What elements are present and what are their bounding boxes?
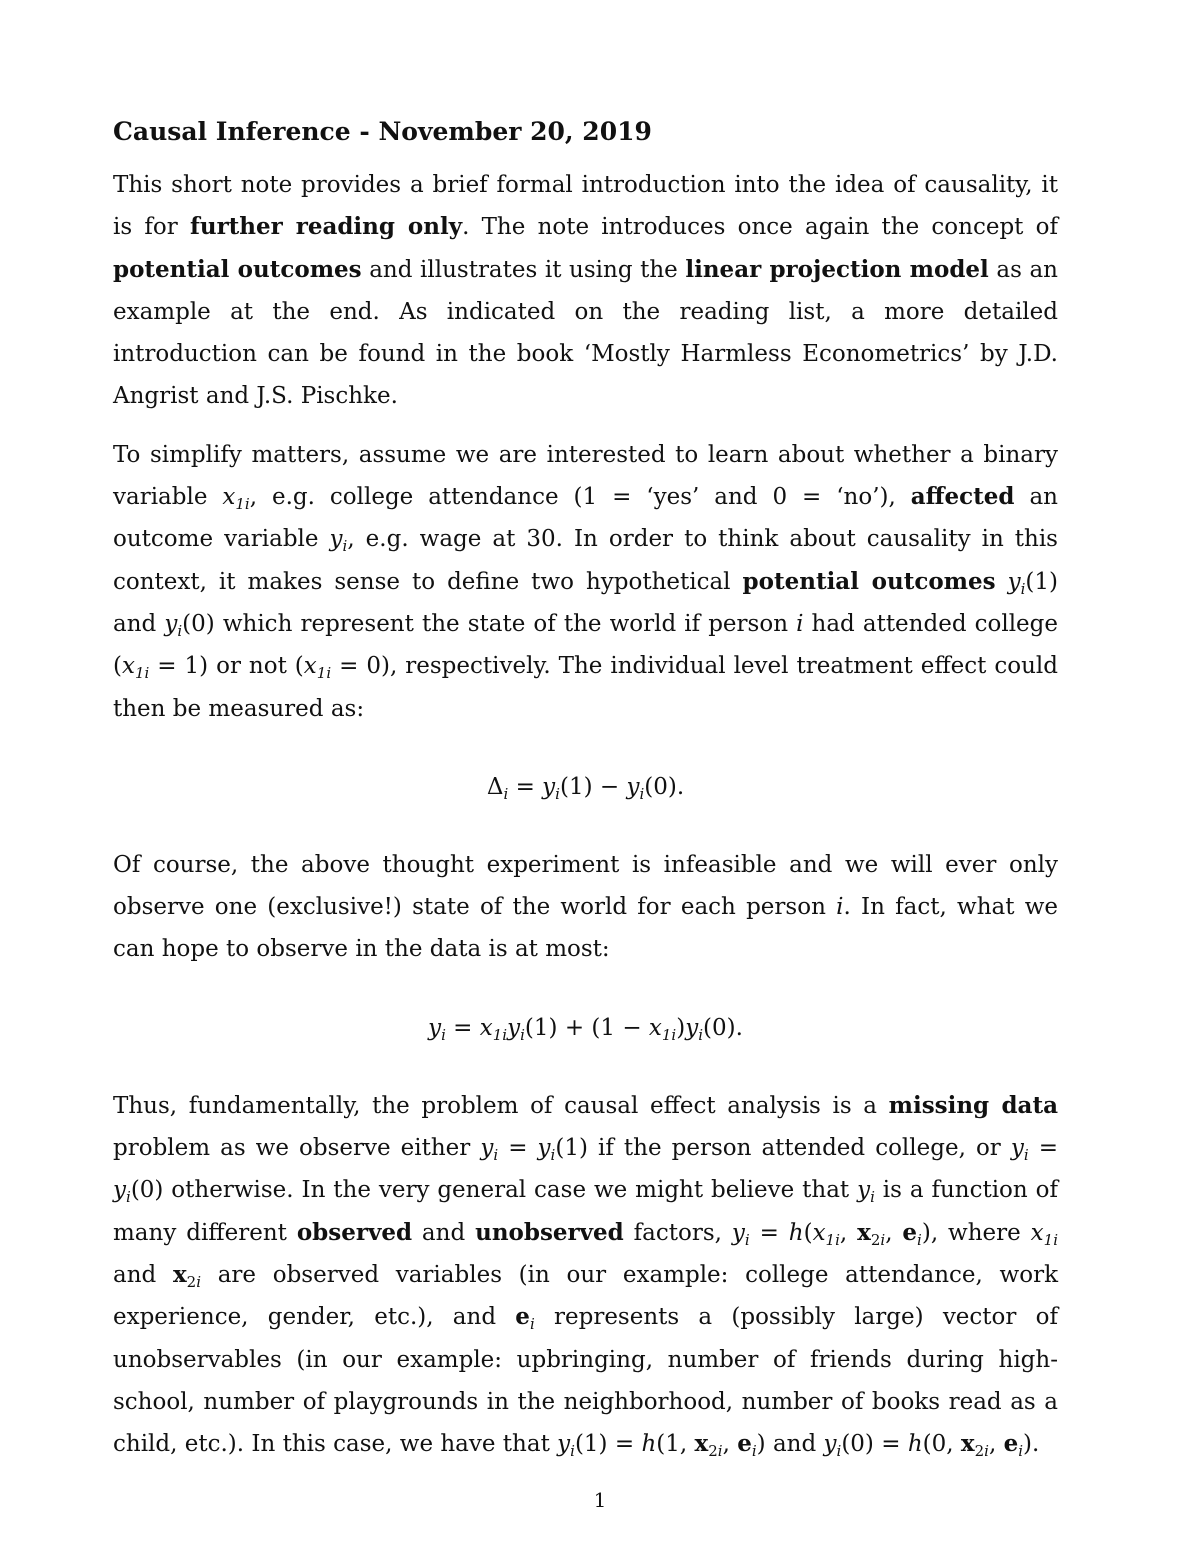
- missing-text-11: represents a (possibly large) vector of unobservables (in our example: upbringing, number of friends during high-school, number of playgrounds in the neighborhood, number of books read as a child, etc.). In this case, we have that: [113, 1304, 1058, 1458]
- math-yi0: $y_i(0)$: [164, 610, 215, 640]
- math-yi-eq-yi0: $y_i = y_i(0)$: [113, 1135, 1058, 1207]
- equation-observed-outcome: $y_i = x_{1i}y_i(1) + (1 - x_{1i})y_i(0)$.: [428, 1014, 743, 1044]
- page-content: [113, 112, 1058, 1465]
- missing-text-3: if the person attended college, or: [587, 1135, 1011, 1162]
- setup-bold-affected: affected: [910, 483, 1015, 511]
- page-number: 1: [593, 1488, 607, 1512]
- setup-bold-potential-outcomes: potential outcomes: [742, 567, 996, 595]
- missing-text-8: , where: [930, 1219, 1031, 1246]
- intro-text-2: . The note introduces once again the concept of: [462, 214, 1058, 241]
- math-x2i: $x_{2i}$: [172, 1260, 202, 1291]
- intro-bold-potential-outcomes: potential outcomes: [113, 255, 362, 283]
- setup-text-1: To simplify matters, assume we are interested to learn about whether a binary variable: [113, 441, 1058, 511]
- math-x1i-eq-0: $x_{1i} = 0$: [303, 653, 381, 683]
- intro-paragraph: [113, 164, 1058, 418]
- missing-text-1: Thus, fundamentally, the problem of causal effect analysis is a: [113, 1092, 889, 1119]
- missing-text-13: .: [1032, 1431, 1040, 1458]
- missing-text-10: are observed variables (in our example: college attendance, work experience, gender, etc.), and: [113, 1261, 1059, 1331]
- setup-paragraph: [113, 434, 1058, 730]
- math-x1i-observed: $x_{1i}$: [1030, 1219, 1058, 1249]
- missing-text-6: and: [412, 1219, 476, 1246]
- missing-text-7: factors,: [623, 1219, 732, 1246]
- setup-text-9: ), respectively. The individual level treatment effect could then be measured as:: [113, 653, 1059, 722]
- equation-treatment-effect: $\Delta_i = y_i(1) - y_i(0)$.: [486, 773, 685, 803]
- setup-text-3: an outcome variable: [113, 484, 1058, 553]
- missing-text-2: problem as we observe either: [113, 1135, 481, 1162]
- math-yi: $y_i$: [329, 526, 348, 556]
- document-title: Causal Inference - November 20, 2019: [113, 117, 652, 146]
- setup-text-8: ) or not (: [199, 653, 304, 680]
- setup-text-6: which represent the state of the world if person: [214, 610, 797, 637]
- missing-bold-missing-data: missing data: [888, 1091, 1058, 1119]
- missing-text-12: and: [765, 1431, 824, 1458]
- intro-bold-linear-projection: linear projection model: [685, 255, 989, 283]
- math-yi0-eq-h0: $y_i(0) = h(0$, $x_{2i}$, $e_i$): [823, 1430, 1033, 1461]
- observation-paragraph: [113, 844, 1058, 971]
- math-yi1-eq-h1: $y_i(1) = h(1$, $x_{2i}$, $e_i$): [557, 1430, 766, 1461]
- math-yi-eq-h: $y_i = h(x_{1i}$, $x_{2i}$, $e_i$): [731, 1218, 931, 1249]
- intro-text-4: as an example at the end. As indicated on the reading list, a more detailed introduction can be found in the book ‘Mostly Harmless Econometrics’ by J.D. Angrist and J.S. Pischke.: [113, 256, 1058, 410]
- math-yi-function: $y_i$: [857, 1177, 875, 1207]
- intro-text-3: and illustrates it using the: [361, 256, 686, 283]
- missing-text-9: and: [113, 1261, 173, 1288]
- intro-text-1: This short note provides a brief formal introduction into the idea of causality, it is for: [113, 172, 1058, 241]
- math-ei: $e_i$: [515, 1303, 535, 1334]
- setup-text-5: and: [113, 610, 165, 637]
- setup-text-4: , e.g. wage at 30. In order to think about causality in this context, it makes sense to define two hypothetical: [113, 526, 1058, 595]
- setup-text-2: , e.g. college attendance (1 = ‘yes’ and 0 = ‘no’),: [249, 484, 911, 511]
- missing-bold-unobserved: unobserved: [475, 1218, 624, 1246]
- math-x1i-eq-1: $x_{1i} = 1$: [121, 653, 200, 683]
- math-i-person: i: [836, 894, 844, 921]
- missing-text-4: otherwise. In the very general case we might believe that: [163, 1177, 858, 1204]
- intro-bold-further-reading: further reading only: [189, 213, 463, 241]
- math-i: i: [796, 610, 804, 637]
- math-x1i: $x_{1i}$: [222, 484, 250, 514]
- missing-bold-observed: observed: [296, 1218, 413, 1246]
- observation-text-1: Of course, the above thought experiment is infeasible and we will ever only observe one (exclusive!) state of the world for each person: [113, 851, 1058, 921]
- missing-text-5: is a function of many different: [113, 1177, 1058, 1246]
- observation-text-2: . In fact, what we can hope to observe in the data is at most:: [113, 894, 1058, 963]
- missing-data-paragraph: [113, 1085, 1058, 1466]
- math-yi-eq-yi1: $y_i = y_i(1)$: [480, 1135, 588, 1165]
- setup-text-7: had attended college (: [113, 610, 1059, 680]
- math-yi1: $y_i(1)$: [1007, 568, 1058, 598]
